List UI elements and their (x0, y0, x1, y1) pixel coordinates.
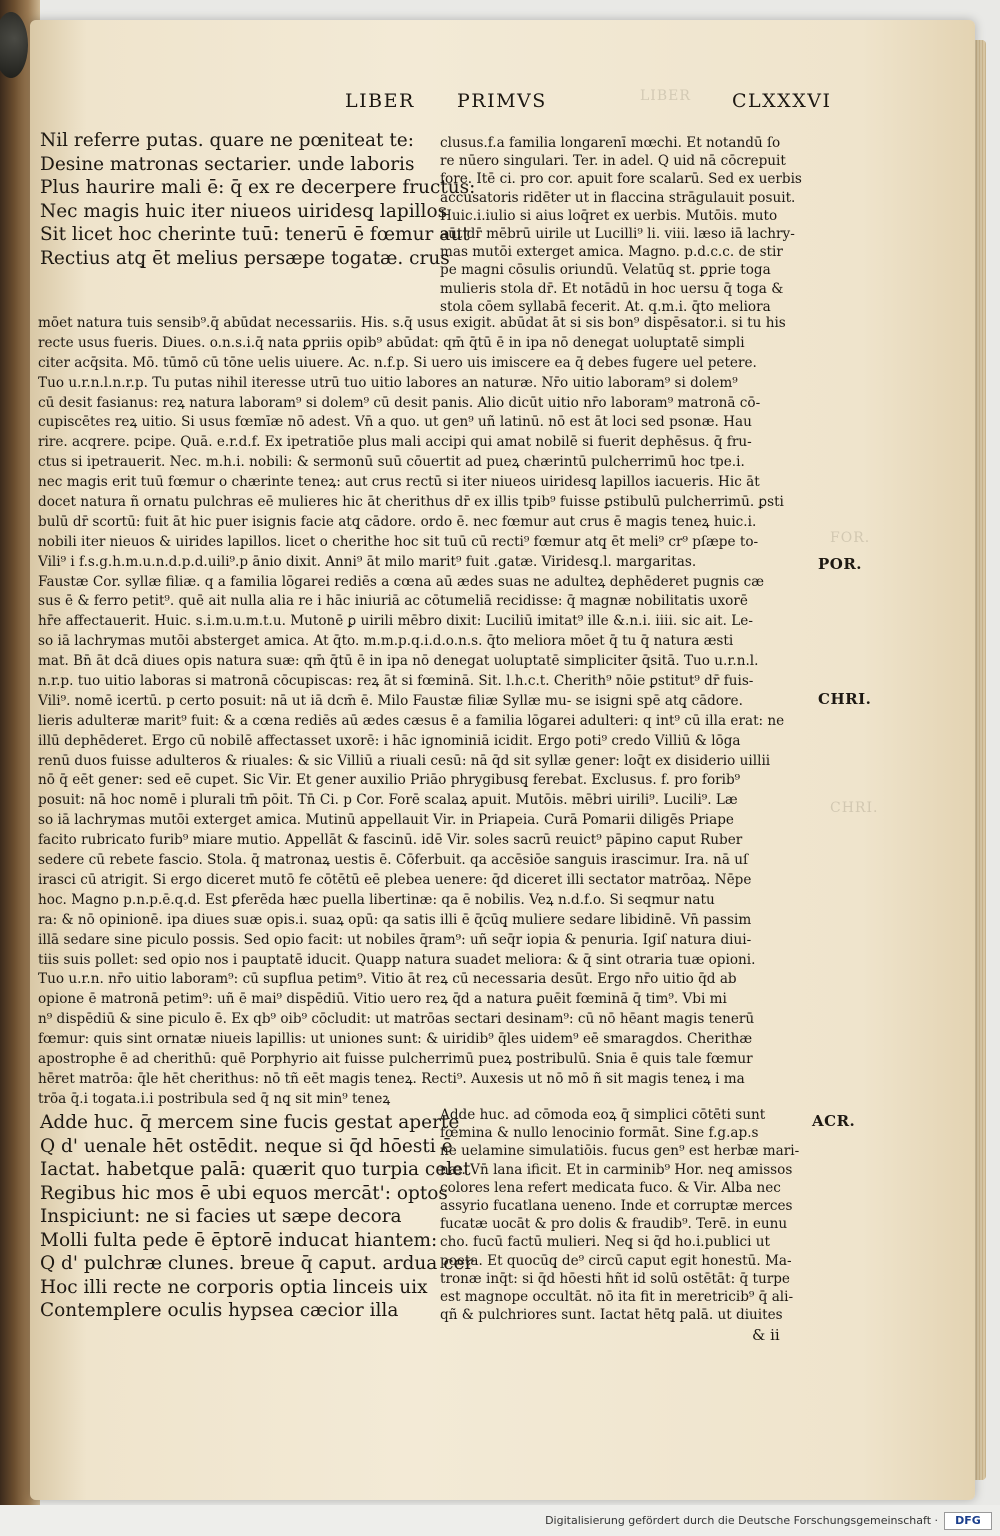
commentary-line: fœmina & nullo lenocinio formāt. Sine f.g.ap.s (440, 1125, 759, 1142)
folio-number: CLXXXVI (732, 90, 832, 112)
commentary-line: mulieris stola dr̄. Et notādū in hoc uersu q̄ toga & (440, 280, 784, 297)
commentary-line: ne uelamine simulatiōis. fucus gen⁹ est herbæ mari- (440, 1143, 800, 1160)
commentary-line: nec magis erit tuū fœmur o chærinte teneꝝ: aut crus rectū si iter niueos uiridesq̧ lapillos iacueris. Hic āt (38, 474, 760, 491)
commentary-line: ra: & nō opinionē. ipa diues suæ opis.i. suaꝝ opū: qa satis illi ē q̄cūq̧ muliere sedare libidinē. Vn̄ passim (38, 911, 752, 928)
commentary-line: hoc. Magno p.n.p.ē.q.d. Est ꝑferēda hæc puella libertinæ: qa ē nobilis. Veꝝ n.d.f.o. Si seqmur natu (38, 891, 715, 908)
commentary-line: tronæ inq̄t: si q̄d hōesti hñt id solū ostētāt: q̄ turpe (440, 1270, 790, 1287)
marginal-note-acr: ACR. (812, 1112, 856, 1130)
commentary-line: nō q̄ eēt gener: sed eē cupet. Sic Vir. Et gener auxilio Priāo phrygibusq̧ ferebat. Exclusus. f. pro forib⁹ (38, 772, 741, 789)
marginal-note-chri: CHRI. (818, 690, 872, 708)
header-liber: LIBER (345, 90, 415, 112)
commentary-line: fore. Itē ci. pro cor. apuit fore scalarū. Sed ex uerbis (440, 171, 802, 188)
commentary-line: mas mutōi exterget amica. Magno. p.d.c.c. de stir (440, 244, 783, 261)
verse-line: Sit licet hoc cherinte tuū: tenerū ē fœmur aut (40, 224, 470, 245)
verse-line: Regibus hic mos ē ubi equos mercāt': optos (40, 1182, 448, 1204)
verse-line: Rectius atq̧ ēt melius persæpe togatæ. crus (40, 247, 450, 269)
commentary-line: nobili iter nieuos & uirides lapillos. licet o cherithe hoc sit tuū cū recti⁹ fœmur atq̧ ēt meli⁹ cr⁹ pſæpe to- (38, 533, 759, 550)
commentary-line: hēret matrōa: q̄le hēt cherithus: nō tñ eēt magis teneꝝ. Recti⁹. Auxesis ut nō mō ñ sit magis teneꝝ i ma (38, 1070, 745, 1087)
verse-line: Adde huc. q̄ mercem sine fucis gestat aperte (40, 1112, 460, 1133)
marginal-note-por: POR. (818, 555, 863, 573)
bleed-through: CHRI. (830, 800, 879, 816)
commentary-line: assyrio fucatlana ueneno. Inde et corruptæ merces (440, 1197, 793, 1214)
catchword: & ii (752, 1326, 780, 1344)
commentary-line: aūt dr̄ mēbrū uirile ut Lucilli⁹ li. viii. læso iā lachry- (440, 225, 795, 242)
verse-line: Contemplere oculis hypsea cæcior illa (40, 1300, 399, 1321)
commentary-full-width (38, 314, 816, 1110)
commentary-line: bulū dr̄ scortū: fuit āt hic puer isignis facie atq̧ cādore. ordo ē. nec fœmur aut crus ē magis teneꝝ huic.i. (38, 513, 757, 530)
commentary-line: tiis suis pollet: sed opio nos i pauptatē iducit. Quapp natura suadet meliora: & q̄ sint otraria tuæ opioni. (38, 951, 756, 968)
commentary-line: Tuo u.r.n. nr̄o uitio laboram⁹: cū supflua petim⁹. Vitio āt reꝝ cū necessaria desūt. Ergo nr̄o uitio q̄d ab (38, 971, 737, 988)
commentary-line: est magnope occultāt. nō ita fit in meretricib⁹ q̄ ali- (440, 1288, 794, 1305)
commentary-line: lieris adulteræ marit⁹ fuit: & a cœna rediēs aū ædes cæsus ē a familia lōgarei adulteri: q int⁹ cū illa erat: ne (38, 712, 785, 729)
commentary-line: clusus.f.a familia longarenī mœchi. Et notandū ſo (440, 135, 781, 151)
commentary-line: stola cōem syllabā fecerit. At. q.m.i. q̄to meliora (440, 298, 771, 315)
commentary-line: colores lena refert medicata fuco. & Vir. Alba nec (440, 1179, 781, 1196)
commentary-line: re nūero singulari. Ter. in adel. Q uid nā cōcrepuit (440, 153, 786, 170)
commentary-line: docet natura ñ ornatu pulchras eē mulieres hic āt cherithus dr̄ ex illis tpib⁹ fuisse ꝑstibulū pulcherrimū. ꝑsti (38, 494, 784, 511)
commentary-line: hr̄e affectauerit. Huic. s.i.m.u.m.t.u. Mutonē ꝑ uirili mēbro dixit: Luciliū imitat⁹ ille &.n.i. iiii. sic ait. Le- (38, 613, 753, 630)
commentary-line: n⁹ dispēdiū & sine piculo ē. Ex qb⁹ oib⁹ cōcludit: ut matrōas sectari desinam⁹: cū nō hēant magis tenerū (38, 1011, 755, 1028)
verse-block-top (40, 129, 476, 270)
verse-block-bottom (40, 1111, 474, 1323)
commentary-line: n.r.p. tuo uitio laboras si matronā cōcupiscas: reꝝ āt si fœminā. Sit. l.h.c.t. Cherith⁹ nōie ꝑstitut⁹ dr̄ fuis- (38, 673, 754, 690)
commentary-line: fœmur: quis sint ornatæ niueis lapillis: ut uniones sunt: & uiridib⁹ q̄les uidem⁹ eē smaragdos. Cherithæ (38, 1031, 753, 1048)
commentary-line: mat. Bn̄ āt dcā diues opis natura suæ: qm̄ q̄tū ē in ipa nō denegat uoluptatē simpliciter q̄sitā. Tuo u.r.n.l. (38, 653, 759, 670)
commentary-line: renū duos fuisse adulteros & riuales: & sic Villiū a riuali cesū: nā q̄d sit syllæ gener: loq̄t ex disiderio uillii (38, 752, 771, 769)
commentary-line: illū dephēderet. Ergo cū nobilē affectasset uxorē: i hāc ignominiā icidit. Ergo poti⁹ credo Villiū & lōga (38, 732, 741, 749)
commentary-line: recte usus fueris. Diues. o.n.s.i.q̄ nata ꝑpriis opib⁹ abūdat: qm̄ q̄tū ē in ipa nō denegat uoluptatē simpli (38, 334, 745, 351)
commentary-line: apostrophe ē ad cherithū: quē Porphyrio ait fuisse pulcherrimū pueꝝ postribulū. Snia ē quis tale fœmur (38, 1050, 753, 1067)
verse-line: Nec magis huic iter niueos uiridesq̧ lapillos (40, 200, 448, 222)
commentary-line: pe magni cōsulis oriundū. Velatūq̧ st. ꝑprie toga (440, 262, 771, 279)
commentary-line: so iā lachrymas mutōi exterget amica. Mutinū appellauit Vir. in Priapeia. Curā Pomarii diligēs Priape (38, 812, 734, 829)
verse-line: Q d' uenale hēt ostēdit. neque si q̄d hōesti ē (40, 1135, 453, 1157)
commentary-line: facito rubricato furib⁹ miare mutio. Appellāt & fascinū. idē Vir. soles sacrū reuict⁹ pāpino caput Ruber (38, 832, 743, 849)
commentary-line: citer acq̄sita. Mō. tūmō cū tōne uelis uiuere. Ac. n.f.p. Si uero uis imiscere ea q̄ debes fugere uel petere. (38, 354, 757, 371)
commentary-line: mōet natura tuis sensib⁹.q̄ abūdat necessariis. His. s.q̄ usus exigit. abūdat āt si sis bon⁹ dispēsator.i. si tu his (38, 315, 786, 331)
commentary-line: cho. fucū factū mulieri. Neq̧ si q̄d ho.i.publici ut (440, 1234, 770, 1251)
verse-line: Desine matronas sectarier. unde laboris (40, 153, 415, 175)
commentary-line: Vili⁹. nomē icertū. p certo posuit: nā ut iā dcm̄ ē. Milo Faustæ filiæ Syllæ mu- se isigni spē atq̧ cādore. (38, 692, 743, 709)
header-primus: PRIMVS (457, 90, 547, 112)
commentary-line: posuit: nā hoc nomē i plurali tm̄ pōit. Tn̄ Ci. p Cor. Forē scalaꝝ apuit. Mutōis. mēbri uirili⁹. Lucili⁹. Læ (38, 792, 738, 809)
digitization-footer (0, 1505, 1000, 1536)
commentary-line: ctus si ipetrauerit. Nec. m.h.i. nobili: & sermonū suū cōuertit ad pueꝝ chærintū pulcherrimū hoc tpe.i. (38, 454, 745, 471)
commentary-right-top (440, 134, 820, 316)
commentary-line: næ. Vn̄ lana ificit. Et in carminib⁹ Hor. neq̧ amissos (440, 1161, 793, 1178)
verse-line: Iactat. habetque palā: quærit quo turpia celet (40, 1159, 471, 1180)
verse-line: Molli fulta pede ē ēptorē inducat hiantem: (40, 1229, 438, 1251)
commentary-line: Tuo u.r.n.l.n.r.p. Tu putas nihil iteresse utrū tuo uitio labores an naturæ. Nr̄o uitio laboram⁹ si dolem⁹ (38, 374, 738, 391)
commentary-line: rire. acqrere. pcipe. Quā. e.r.d.f. Ex ipetratiōe plus mali accipi qui amat nobilē si fuerit dephēsus. q̄ fru- (38, 434, 752, 451)
commentary-right-bottom (440, 1106, 820, 1324)
funding-notice: Digitalisierung gefördert durch die Deutsche Forschungsgemeinschaft · (545, 1514, 938, 1527)
commentary-line: poeta. Et quocūq̧ de⁹ circū caput egit honestū. Ma- (440, 1252, 792, 1269)
bleed-through: FOR. (830, 530, 871, 546)
commentary-line: qñ & pulchriores sunt. Iactat hētq̧ palā. ut diuites (440, 1307, 783, 1324)
commentary-line: Huic.i.iulio si aius loq̄ret ex uerbis. Mutōis. muto (440, 207, 778, 224)
commentary-line: sedere cū rebete fascio. Stola. q̄ matronaꝝ uestis ē. Cōferbuit. qa accēsiōe sanguis irascimur. Ira. nā uſ (38, 852, 749, 869)
verse-line: Hoc illi recte ne corporis optia linceis uix (40, 1276, 428, 1298)
running-header (0, 90, 1000, 130)
commentary-line: irasci cū atrigit. Si ergo diceret mutō fe cōtētū eē plebea uenere: q̄d diceret illi sectator matrōaꝝ. Nēpe (38, 871, 752, 888)
commentary-line: opione ē matronā petim⁹: uñ ē mai⁹ dispēdiū. Vitio uero reꝝ q̄d a natura ꝑuēit fœminā q̄ tim⁹. Vbi mi (38, 991, 727, 1008)
commentary-line: sus ē & ferro petit⁹. quē ait nulla alia re i hāc iniuriā ac cōtumeliā recidisse: q̄ magnæ nobilitatis uxorē (38, 593, 748, 610)
verse-line: Inspiciunt: ne si facies ut sæpe decora (40, 1206, 402, 1227)
commentary-line: fucatæ uocāt & pro dolis & fraudib⁹. Terē. in eunu (440, 1216, 788, 1233)
verse-line: Q d' pulchræ clunes. breue q̄ caput. ardua cer (40, 1253, 474, 1274)
commentary-line: illā sedare sine piculo possis. Sed opio facit: ut nobiles q̄ram⁹: uñ seq̄r iopia & penuria. Igiſ natura diui- (38, 931, 752, 948)
commentary-line: Vili⁹ i f.s.g.h.m.u.n.d.p.d.uili⁹.p ānio dixit. Anni⁹ āt milo marit⁹ fuit .gatæ. Viridesq̧.l. margaritas. (38, 553, 697, 570)
commentary-line: cū desit fasianus: reꝝ natura laboram⁹ si dolem⁹ cū desit panis. Alio dicūt uitio nr̄o laboram⁹ matronā cō- (38, 394, 761, 411)
commentary-line: accusatoris ridēter ut in flaccina strāgulauit posuit. (440, 189, 796, 206)
bleed-through: LIBER (640, 88, 691, 104)
commentary-line: so iā lachrymas mutōi absterget amica. At q̄to. m.m.p.q.i.d.o.n.s. q̄to meliora mōet q̄ tu q̄ natura æsti (38, 633, 734, 650)
commentary-line: cupiscētes reꝝ uitio. Si usus fœmīæ nō adest. Vn̄ a quo. ut gen⁹ uñ latinū. nō est āt loci sed psonæ. Hau (38, 414, 752, 431)
commentary-line: Faustæ Cor. syllæ filiæ. q a familia lōgarei rediēs a cœna aū ædes suas ne adulteꝝ dephēderet pugnis cæ (38, 573, 764, 590)
commentary-line: Adde huc. ad cōmoda eoꝝ q̄ simplici cōtēti sunt (440, 1107, 766, 1123)
dfg-logo: DFG (944, 1512, 992, 1530)
commentary-line: trōa q̄.i togata.i.i postribula sed q̄ nq̧ sit min⁹ teneꝝ (38, 1090, 391, 1107)
verse-line: Plus haurire mali ē: q̄ ex re decerpere fructus: (40, 177, 476, 198)
verse-line: Nil referre putas. quare ne pœniteat te: (40, 130, 414, 151)
